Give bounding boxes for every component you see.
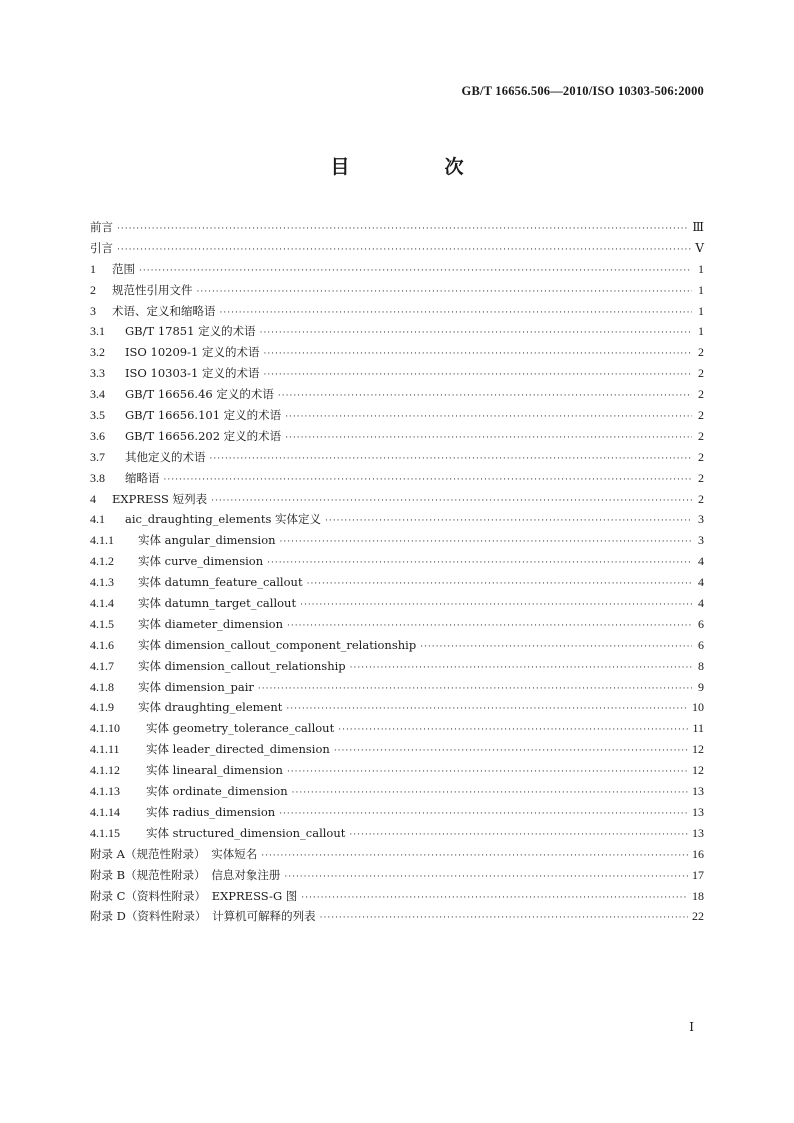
- toc-entry-title: EXPRESS 短列表: [112, 491, 208, 506]
- toc-leader-dots: [278, 386, 692, 407]
- toc-entry-title: 实体 angular_dimension: [138, 533, 276, 548]
- toc-leader-dots: [164, 470, 693, 491]
- toc-leader-dots: [286, 699, 688, 720]
- toc-entry-title: 实体 dimension_callout_component_relationship: [138, 637, 417, 652]
- toc-entry-number: 4.1.15: [90, 825, 120, 840]
- toc-entry-page: 1: [698, 261, 704, 276]
- toc-entry-number: 4.1.5: [90, 616, 114, 631]
- toc-entry-title: 实体 diameter_dimension: [138, 616, 284, 631]
- toc-entry-title: 实体 draughting_element: [138, 700, 283, 715]
- toc-leader-dots: [139, 261, 692, 282]
- toc-entry-page: 4: [698, 554, 704, 569]
- toc-entry-number: 4: [90, 491, 96, 506]
- toc-entry[interactable]: [90, 447, 704, 468]
- toc-entry-number: 3.5: [90, 408, 105, 423]
- toc-entry[interactable]: [90, 677, 704, 698]
- toc-entry-page: 11: [692, 721, 704, 736]
- toc-leader-dots: [211, 491, 692, 512]
- toc-entry[interactable]: [90, 760, 704, 781]
- toc-entry-title: 附录 C（资料性附录） EXPRESS-G 图: [90, 888, 298, 903]
- toc-leader-dots: [258, 679, 692, 700]
- toc-entry-page: 1: [698, 324, 704, 339]
- toc-entry-page: 8: [698, 658, 704, 673]
- toc-entry-page: 17: [692, 867, 704, 882]
- toc-title: 目 次: [330, 156, 502, 178]
- toc-entry-number: 4.1: [90, 512, 105, 527]
- toc-entry[interactable]: [90, 593, 704, 614]
- toc-entry-title: aic_draughting_elements 实体定义: [125, 512, 322, 527]
- toc-entry[interactable]: [90, 259, 704, 280]
- toc-entry-number: 3.7: [90, 449, 105, 464]
- toc-entry-page: 3: [698, 512, 704, 527]
- toc-entry[interactable]: [90, 384, 704, 405]
- toc-entry-number: 4.1.13: [90, 784, 120, 799]
- toc-entry-title: 附录 A（规范性附录） 实体短名: [90, 846, 258, 861]
- toc-entry-number: 4.1.6: [90, 637, 114, 652]
- toc-entry-page: 6: [698, 616, 704, 631]
- toc-entry-title: 实体 radius_dimension: [146, 804, 276, 819]
- toc-entry[interactable]: [90, 656, 704, 677]
- toc-entry[interactable]: [90, 823, 704, 844]
- toc-entry-number: 4.1.14: [90, 804, 120, 819]
- toc-entry[interactable]: [90, 363, 704, 384]
- toc-entry-page: 9: [698, 679, 704, 694]
- toc-entry-number: 3.3: [90, 366, 105, 381]
- toc-entry-title: 实体 curve_dimension: [138, 554, 264, 569]
- toc-leader-dots: [284, 867, 688, 888]
- toc-entry-number: 3.1: [90, 324, 105, 339]
- toc-entry-number: 4.1.3: [90, 575, 114, 590]
- toc-entry-number: 4.1.11: [90, 742, 120, 757]
- toc-entry-page: 13: [692, 825, 704, 840]
- toc-leader-dots: [263, 344, 692, 365]
- toc-leader-dots: [334, 741, 688, 762]
- toc-entry-title: 实体 dimension_callout_relationship: [138, 658, 346, 673]
- toc-entry[interactable]: [90, 551, 704, 572]
- toc-entry-number: 4.1.10: [90, 721, 120, 736]
- toc-leader-dots: [197, 282, 693, 303]
- toc-entry-title: 附录 D（资料性附录） 计算机可解释的列表: [90, 909, 316, 924]
- toc-entry-title: 引言: [90, 240, 113, 255]
- toc-entry[interactable]: [90, 489, 704, 510]
- toc-entry[interactable]: [90, 572, 704, 593]
- toc-entry-number: 3: [90, 303, 96, 318]
- toc-leader-dots: [279, 804, 688, 825]
- toc-entry-page: 2: [698, 387, 704, 402]
- toc-entry-page: 2: [698, 408, 704, 423]
- toc-entry[interactable]: [90, 405, 704, 426]
- toc-entry-number: 4.1.2: [90, 554, 114, 569]
- toc-entry-number: 4.1.1: [90, 533, 114, 548]
- toc-entry[interactable]: [90, 906, 704, 927]
- toc-entry-title: 实体 structured_dimension_callout: [146, 825, 346, 840]
- toc-entry-page: Ⅲ: [692, 220, 704, 234]
- toc-entry-number: 4.1.4: [90, 596, 114, 611]
- toc-entry-number: 4.1.8: [90, 679, 114, 694]
- toc-leader-dots: [117, 240, 691, 261]
- toc-leader-dots: [220, 303, 693, 324]
- toc-entry[interactable]: [90, 509, 704, 530]
- toc-entry[interactable]: [90, 802, 704, 823]
- toc-entry-number: 4.1.12: [90, 763, 120, 778]
- toc-entry-page: 2: [698, 428, 704, 443]
- toc-entry-title: 实体 geometry_tolerance_callout: [146, 721, 335, 736]
- toc-entry-number: 3.4: [90, 387, 105, 402]
- toc-entry-page: 18: [692, 888, 704, 903]
- toc-entry-page: 12: [692, 742, 704, 757]
- toc-entry[interactable]: [90, 844, 704, 865]
- toc-entry-page: 2: [698, 345, 704, 360]
- toc-entry-title: 实体 dimension_pair: [138, 679, 254, 694]
- toc-leader-dots: [349, 825, 688, 846]
- toc-entry-title: ISO 10303-1 定义的术语: [125, 366, 260, 381]
- toc-entry-number: 4.1.7: [90, 658, 114, 673]
- toc-entry-page: 6: [698, 637, 704, 652]
- toc-entry-title: 术语、定义和缩略语: [112, 303, 216, 318]
- toc-entry-page: 4: [698, 596, 704, 611]
- toc-leader-dots: [280, 532, 692, 553]
- toc-entry-page: 22: [692, 909, 704, 924]
- toc-entry-title: 前言: [90, 220, 113, 234]
- toc-entry-page: 3: [698, 533, 704, 548]
- toc-leader-dots: [210, 449, 693, 470]
- toc-leader-dots: [292, 783, 688, 804]
- toc-leader-dots: [320, 908, 688, 929]
- toc-entry[interactable]: [90, 321, 704, 342]
- toc-entry-number: 3.2: [90, 345, 105, 360]
- toc-leader-dots: [263, 365, 692, 386]
- toc-entry-page: 2: [698, 366, 704, 381]
- toc-entry[interactable]: [90, 739, 704, 760]
- toc-entry-page: 1: [698, 303, 704, 318]
- toc-entry-page: Ⅴ: [695, 240, 704, 255]
- toc-leader-dots: [307, 574, 692, 595]
- toc-entry-title: 规范性引用文件: [112, 282, 193, 297]
- toc-entry-title: 范围: [112, 261, 135, 276]
- toc-entry-number: 4.1.9: [90, 700, 114, 715]
- toc-leader-dots: [338, 720, 688, 741]
- toc-entry[interactable]: [90, 530, 704, 551]
- toc-leader-dots: [267, 553, 692, 574]
- toc-entry-number: 2: [90, 282, 96, 297]
- toc-leader-dots: [285, 407, 692, 428]
- toc-entry-title: ISO 10209-1 定义的术语: [125, 345, 260, 360]
- toc-entry-title: GB/T 16656.101 定义的术语: [125, 408, 282, 423]
- toc-entry-number: 1: [90, 261, 96, 276]
- toc-entry-title: 实体 datumn_feature_callout: [138, 575, 303, 590]
- toc-entry-page: 12: [692, 763, 704, 778]
- toc-leader-dots: [117, 219, 688, 240]
- toc-entry-number: 3.8: [90, 470, 105, 485]
- toc-entry[interactable]: [90, 468, 704, 489]
- toc-leader-dots: [287, 616, 692, 637]
- toc-entry-title: GB/T 16656.202 定义的术语: [125, 428, 282, 443]
- page-number: Ⅰ: [689, 1020, 694, 1034]
- toc-entry[interactable]: [90, 342, 704, 363]
- toc-entry[interactable]: [90, 238, 704, 259]
- toc-entry[interactable]: [90, 781, 704, 802]
- toc-entry-title: 实体 ordinate_dimension: [146, 784, 288, 799]
- toc-leader-dots: [287, 762, 688, 783]
- table-of-contents: [90, 217, 704, 927]
- toc-leader-dots: [301, 888, 688, 909]
- toc-entry-page: 2: [698, 470, 704, 485]
- toc-entry-title: 实体 datumn_target_callout: [138, 596, 297, 611]
- toc-entry-title: 实体 leader_directed_dimension: [146, 742, 330, 757]
- toc-entry[interactable]: [90, 217, 704, 238]
- toc-leader-dots: [260, 323, 692, 344]
- toc-entry-title: GB/T 16656.46 定义的术语: [125, 387, 274, 402]
- toc-entry-title: GB/T 17851 定义的术语: [125, 324, 256, 339]
- toc-entry-title: 附录 B（规范性附录） 信息对象注册: [90, 867, 281, 882]
- toc-entry[interactable]: [90, 614, 704, 635]
- toc-entry-page: 13: [692, 804, 704, 819]
- toc-leader-dots: [300, 595, 692, 616]
- toc-leader-dots: [261, 846, 688, 867]
- toc-leader-dots: [350, 658, 692, 679]
- toc-entry-page: 2: [698, 491, 704, 506]
- toc-entry[interactable]: [90, 635, 704, 656]
- toc-entry[interactable]: [90, 280, 704, 301]
- toc-entry-title: 其他定义的术语: [125, 449, 206, 464]
- toc-entry-page: 13: [692, 784, 704, 799]
- toc-leader-dots: [285, 428, 692, 449]
- toc-entry-page: 1: [698, 282, 704, 297]
- toc-entry[interactable]: [90, 886, 704, 907]
- toc-entry[interactable]: [90, 697, 704, 718]
- toc-entry-page: 4: [698, 575, 704, 590]
- toc-entry[interactable]: [90, 865, 704, 886]
- toc-entry[interactable]: [90, 301, 704, 322]
- toc-entry-page: 10: [692, 700, 704, 715]
- toc-entry[interactable]: [90, 426, 704, 447]
- toc-entry-page: 2: [698, 449, 704, 464]
- toc-entry-title: 缩略语: [125, 470, 160, 485]
- toc-entry[interactable]: [90, 718, 704, 739]
- standard-number-header: GB/T 16656.506—2010/ISO 10303-506:2000: [461, 84, 704, 98]
- toc-entry-page: 16: [692, 846, 704, 861]
- toc-entry-title: 实体 linearal_dimension: [146, 763, 283, 778]
- toc-leader-dots: [420, 637, 692, 658]
- toc-entry-number: 3.6: [90, 428, 105, 443]
- toc-leader-dots: [325, 511, 692, 532]
